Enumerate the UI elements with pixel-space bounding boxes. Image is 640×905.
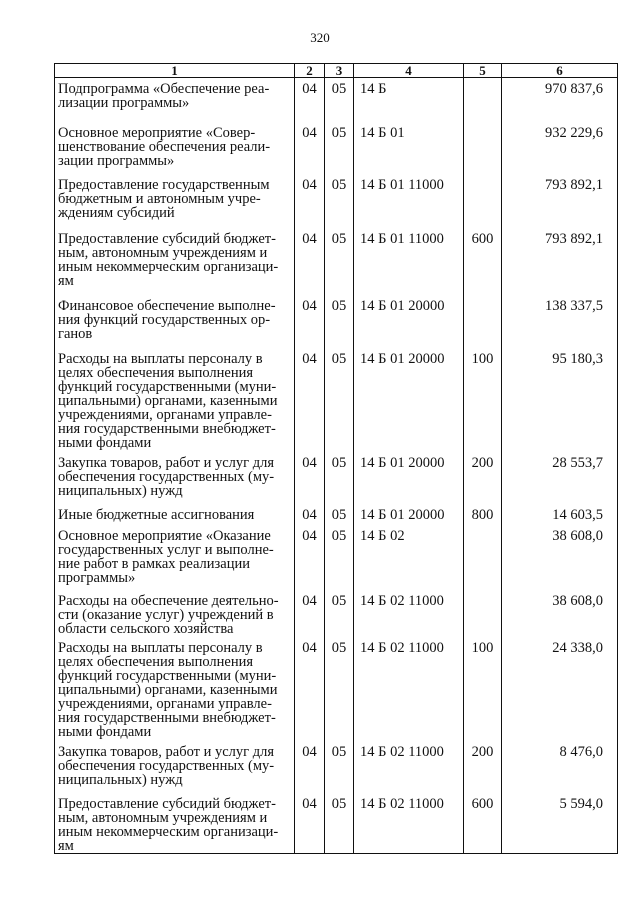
- cell-target-article: 14 Б 01 20000: [354, 295, 464, 348]
- cell-subsection: 05: [325, 122, 354, 174]
- cell-name: [55, 525, 295, 590]
- name-line: иным некоммерческим организаци-: [58, 258, 279, 275]
- cell-subsection: 05: [325, 793, 354, 854]
- name-line: государственных услуг и выполне-: [58, 541, 274, 558]
- cell-name: [55, 228, 295, 295]
- cell-expense-type: [464, 174, 502, 228]
- cell-expense-type: [464, 122, 502, 174]
- cell-section: 04: [295, 793, 325, 854]
- name-line: иным некоммерческим организаци-: [58, 823, 279, 840]
- cell-amount: 28 553,7: [502, 452, 618, 504]
- cell-target-article: 14 Б 01: [354, 122, 464, 174]
- name-line: ния государственными внебюджет-: [58, 709, 276, 726]
- cell-expense-type: 200: [464, 452, 502, 504]
- name-line: ными фондами: [58, 723, 152, 740]
- name-line: ниципальных) нужд: [58, 482, 183, 499]
- name-line: Финансовое обеспечение выполне-: [58, 297, 276, 314]
- cell-target-article: 14 Б 01 20000: [354, 348, 464, 452]
- cell-target-article: 14 Б 01 20000: [354, 504, 464, 525]
- name-line: ям: [58, 837, 74, 854]
- table-row: [55, 174, 618, 228]
- cell-subsection: 05: [325, 295, 354, 348]
- cell-subsection: 05: [325, 228, 354, 295]
- header-row: [55, 64, 618, 78]
- table-row: [55, 295, 618, 348]
- cell-section: 04: [295, 637, 325, 741]
- cell-name: [55, 590, 295, 637]
- cell-name: [55, 504, 295, 525]
- table-row: [55, 348, 618, 452]
- cell-target-article: 14 Б 01 11000: [354, 174, 464, 228]
- cell-expense-type: 200: [464, 741, 502, 793]
- table-row: [55, 793, 618, 854]
- name-line: ждениям субсидий: [58, 204, 175, 221]
- cell-subsection: 05: [325, 504, 354, 525]
- name-line: ям: [58, 272, 74, 289]
- table-row: [55, 741, 618, 793]
- name-line: функций государственными (муни-: [58, 378, 277, 395]
- name-line: Закупка товаров, работ и услуг для: [58, 743, 275, 760]
- table-row: [55, 122, 618, 174]
- cell-subsection: 05: [325, 741, 354, 793]
- cell-name: [55, 78, 295, 122]
- name-line: функций государственными (муни-: [58, 667, 277, 684]
- cell-section: 04: [295, 295, 325, 348]
- table-row: [55, 78, 618, 122]
- cell-section: 04: [295, 122, 325, 174]
- name-line: Подпрограмма «Обеспечение реа-: [58, 81, 270, 97]
- name-line: Предоставление субсидий бюджет-: [58, 795, 276, 812]
- cell-section: 04: [295, 590, 325, 637]
- name-line: ными фондами: [58, 434, 152, 451]
- name-line: ния государственными внебюджет-: [58, 420, 276, 437]
- name-line: Закупка товаров, работ и услуг для: [58, 454, 275, 471]
- cell-name: [55, 174, 295, 228]
- cell-target-article: 14 Б 02 11000: [354, 793, 464, 854]
- cell-expense-type: 600: [464, 793, 502, 854]
- name-line: ганов: [58, 325, 93, 342]
- cell-expense-type: [464, 590, 502, 637]
- cell-name: [55, 741, 295, 793]
- column-header: 1: [55, 64, 295, 78]
- name-line: ния функций государственных ор-: [58, 311, 271, 328]
- table-row: [55, 228, 618, 295]
- cell-target-article: 14 Б: [354, 78, 464, 122]
- name-line: Расходы на обеспечение деятельно-: [58, 592, 279, 609]
- column-header: 2: [295, 64, 325, 78]
- name-line: учреждениями, органами управле-: [58, 406, 272, 423]
- cell-section: 04: [295, 348, 325, 452]
- cell-amount: 932 229,6: [502, 122, 618, 174]
- cell-name: [55, 793, 295, 854]
- name-line: ным, автономным учреждениям и: [58, 244, 268, 261]
- name-line: целях обеспечения выполнения: [58, 653, 254, 670]
- cell-section: 04: [295, 78, 325, 122]
- name-line: целях обеспечения выполнения: [58, 364, 254, 381]
- cell-subsection: 05: [325, 452, 354, 504]
- cell-target-article: 14 Б 02 11000: [354, 637, 464, 741]
- cell-subsection: 05: [325, 78, 354, 122]
- cell-expense-type: 600: [464, 228, 502, 295]
- name-line: обеспечения государственных (му-: [58, 757, 275, 774]
- cell-amount: 8 476,0: [502, 741, 618, 793]
- cell-target-article: 14 Б 02 11000: [354, 741, 464, 793]
- cell-expense-type: [464, 525, 502, 590]
- cell-expense-type: 100: [464, 637, 502, 741]
- cell-amount: 38 608,0: [502, 590, 618, 637]
- cell-expense-type: [464, 295, 502, 348]
- cell-section: 04: [295, 525, 325, 590]
- page-number: 320: [310, 30, 330, 45]
- cell-section: 04: [295, 504, 325, 525]
- cell-amount: 24 338,0: [502, 637, 618, 741]
- column-header: 3: [325, 64, 354, 78]
- name-line: обеспечения государственных (му-: [58, 468, 275, 485]
- cell-subsection: 05: [325, 637, 354, 741]
- cell-amount: 14 603,5: [502, 504, 618, 525]
- cell-subsection: 05: [325, 174, 354, 228]
- name-line: ципальными) органами, казенными: [58, 392, 278, 409]
- cell-subsection: 05: [325, 525, 354, 590]
- name-line: учреждениями, органами управле-: [58, 695, 272, 712]
- name-line: сти (оказание услуг) учреждений в: [58, 606, 274, 623]
- cell-section: 04: [295, 174, 325, 228]
- cell-section: 04: [295, 452, 325, 504]
- cell-expense-type: [464, 78, 502, 122]
- name-line: зации программы»: [58, 152, 175, 169]
- name-line: ние работ в рамках реализации: [58, 555, 250, 572]
- cell-amount: 5 594,0: [502, 793, 618, 854]
- cell-target-article: 14 Б 02: [354, 525, 464, 590]
- name-line: области сельского хозяйства: [58, 620, 234, 637]
- cell-amount: 793 892,1: [502, 174, 618, 228]
- cell-name: [55, 637, 295, 741]
- cell-target-article: 14 Б 02 11000: [354, 590, 464, 637]
- column-header: 5: [464, 64, 502, 78]
- cell-name: [55, 452, 295, 504]
- cell-name: [55, 295, 295, 348]
- table-row: [55, 637, 618, 741]
- name-line: ным, автономным учреждениям и: [58, 809, 268, 826]
- cell-section: 04: [295, 228, 325, 295]
- table-row: [55, 525, 618, 590]
- cell-expense-type: 800: [464, 504, 502, 525]
- cell-section: 04: [295, 741, 325, 793]
- table-row: [55, 504, 618, 525]
- name-line: Основное мероприятие «Оказание: [58, 527, 271, 544]
- name-line: шенствование обеспечения реали-: [58, 138, 271, 155]
- cell-expense-type: 100: [464, 348, 502, 452]
- cell-name: [55, 348, 295, 452]
- name-line: Расходы на выплаты персоналу в: [58, 639, 263, 656]
- column-header: 4: [354, 64, 464, 78]
- name-line: ниципальных) нужд: [58, 771, 183, 788]
- name-line: Иные бюджетные ассигнования: [58, 506, 255, 523]
- name-line: программы»: [58, 569, 136, 586]
- cell-subsection: 05: [325, 590, 354, 637]
- cell-subsection: 05: [325, 348, 354, 452]
- name-line: Предоставление субсидий бюджет-: [58, 230, 276, 247]
- cell-amount: 138 337,5: [502, 295, 618, 348]
- name-line: бюджетным и автономным учре-: [58, 190, 261, 207]
- name-line: Основное мероприятие «Совер-: [58, 124, 256, 141]
- name-line: Предоставление государственным: [58, 176, 270, 193]
- budget-table: [54, 63, 618, 854]
- cell-target-article: 14 Б 01 20000: [354, 452, 464, 504]
- name-line: лизации программы»: [58, 95, 190, 111]
- name-line: Расходы на выплаты персоналу в: [58, 350, 263, 367]
- cell-amount: 38 608,0: [502, 525, 618, 590]
- column-header: 6: [502, 64, 618, 78]
- table-row: [55, 590, 618, 637]
- table-row: [55, 452, 618, 504]
- cell-target-article: 14 Б 01 11000: [354, 228, 464, 295]
- cell-amount: 793 892,1: [502, 228, 618, 295]
- cell-name: [55, 122, 295, 174]
- cell-amount: 95 180,3: [502, 348, 618, 452]
- cell-amount: 970 837,6: [502, 78, 618, 122]
- name-line: ципальными) органами, казенными: [58, 681, 278, 698]
